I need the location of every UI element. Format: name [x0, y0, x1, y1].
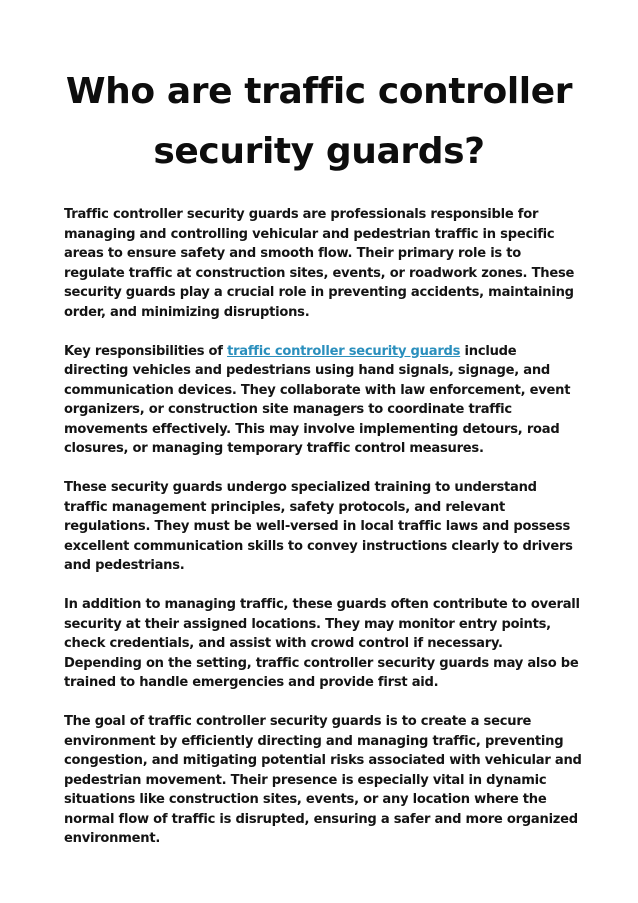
paragraph-security-duties: In addition to managing traffic, these guards often contribute to overall security at their assigned locations. They may monitor entry points, check credentials, and assist with crowd control if necessary. Depending on the setting, traffic controller security guards may also be trained to handle emergencies and provide first aid.	[64, 597, 580, 690]
paragraph-responsibilities-rest: include directing vehicles and pedestrians using hand signals, signage, and communication devices. They collaborate with law enforcement, event organizers, or construction site managers to coordinate traffic movements effectively. This may involve implementing detours, road closures, or managing temporary traffic control measures.	[64, 343, 571, 456]
paragraph-goal: The goal of traffic controller security guards is to create a secure environment by efficiently directing and managing traffic, preventing congestion, and mitigating potential risks associated with vehicular and pedestrian movement. Their presence is especially vital in dynamic situations like construction sites, events, or any location where the normal flow of traffic is disrupted, ensuring a safer and more organized environment.	[64, 714, 582, 846]
article-body	[64, 205, 584, 868]
paragraph-intro: Traffic controller security guards are professionals responsible for managing and controlling vehicular and pedestrian traffic in specific areas to ensure safety and smooth flow. Their primary role is to regulate traffic at construction sites, events, or roadwork zones. These security guards play a crucial role in preventing accidents, maintaining order, and minimizing disruptions.	[64, 207, 575, 320]
paragraph-responsibilities-lead: Key responsibilities of	[64, 343, 228, 359]
traffic-guards-link[interactable]: traffic controller security guards	[227, 343, 461, 359]
paragraph-responsibilities	[64, 342, 584, 459]
page-title: Who are traffic controller security guards?	[65, 71, 573, 172]
paragraph-training: These security guards undergo specialized training to understand traffic management principles, safety protocols, and relevant regulations. They must be well-versed in local traffic laws and possess excellent communication skills to convey instructions clearly to drivers and pedestrians.	[64, 480, 573, 573]
